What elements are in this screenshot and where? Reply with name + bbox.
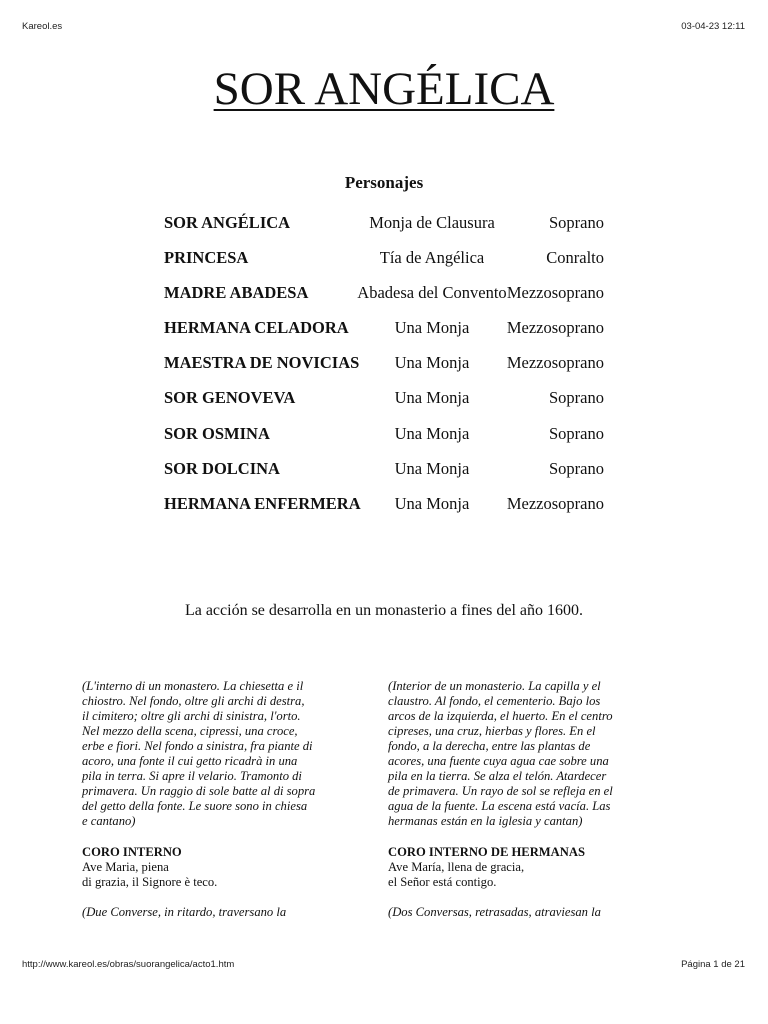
cast-voice: Mezzosoprano [506, 353, 604, 373]
cast-voice: Soprano [549, 213, 604, 232]
cast-name: MAESTRA DE NOVICIAS [164, 353, 360, 373]
cast-voice: Mezzosoprano [506, 493, 604, 513]
cast-voice: Mezzosoprano [506, 283, 604, 303]
cast-description: Una Monja [394, 353, 470, 373]
setting-note: La acción se desarrolla en un monasterio a fines del año 1600. [184, 602, 584, 619]
stage-direction-line: (Due Converse, in ritardo, traversano la [82, 905, 287, 919]
cast-row [164, 211, 604, 246]
stage-direction-line: primavera. Un raggio di sole batte al di sopra [82, 784, 316, 798]
stage-direction-line: fondo, a la derecha, entre las plantas de [388, 739, 591, 753]
stage-direction-line: chiostro. Nel fondo, oltre gli archi di destra, [82, 694, 305, 708]
cast-voice: Soprano [549, 423, 604, 443]
cast-voice: Soprano [549, 458, 604, 478]
cast-name: SOR GENOVEVA [164, 388, 296, 408]
cast-heading: Personajes [344, 173, 424, 192]
chorus-heading: CORO INTERNO DE HERMANAS [388, 845, 585, 859]
stage-direction-line: Nel mezzo della scena, cipressi, una croce, [82, 724, 298, 738]
cast-list [164, 211, 604, 527]
stage-direction-line: hermanas están en la iglesia y cantan) [388, 814, 583, 828]
cast-description: Una Monja [394, 388, 470, 408]
lyric-line: el Señor está contigo. [388, 875, 497, 889]
stage-direction-line: (Interior de un monasterio. La capilla y el [388, 679, 601, 693]
stage-direction-line: de primavera. Un rayo de sol se refleja en el [388, 784, 613, 798]
cast-name: SOR OSMINA [164, 423, 270, 443]
stage-direction-line: agua de la fuente. La escena está vacía. Las [388, 799, 611, 813]
cast-description: Una Monja [394, 458, 470, 478]
stage-direction-line: acores, una fuente cuya agua cae sobre una [388, 754, 609, 768]
lyric-line: Ave María, llena de gracia, [388, 860, 525, 874]
stage-direction-line: claustro. Al fondo, el cementerio. Bajo los [388, 694, 601, 708]
lyric-line: Ave Maria, piena [82, 860, 169, 874]
page-title: SOR ANGÉLICA [213, 63, 555, 115]
cast-name: HERMANA ENFERMERA [164, 493, 361, 513]
cast-row [164, 246, 604, 281]
stage-direction-line: del getto della fonte. Le suore sono in chiesa [82, 799, 308, 813]
stage-direction-line: pila in terra. Si apre il velario. Tramonto di [82, 769, 302, 783]
cast-row [164, 386, 604, 421]
stage-direction-line: (Dos Conversas, retrasadas, atraviesan la [388, 905, 601, 919]
cast-row [164, 316, 604, 351]
spanish-column [388, 679, 638, 920]
stage-direction-line: (L'interno di un monastero. La chiesetta e il [82, 679, 304, 693]
cast-name: HERMANA CELADORA [164, 318, 349, 338]
chorus-heading: CORO INTERNO [82, 845, 182, 859]
cast-description: Una Monja [394, 423, 470, 443]
stage-direction-line: acoro, una fonte il cui getto ricadrà in una [82, 754, 298, 768]
stage-direction-line: il cimitero; oltre gli archi di sinistra, l'orto. [82, 709, 301, 723]
cast-name: MADRE ABADESA [164, 283, 309, 303]
lyric-line: di grazia, il Signore è teco. [82, 875, 218, 889]
cast-voice: Mezzosoprano [506, 318, 604, 338]
cast-description: Tía de Angélica [379, 248, 485, 268]
cast-voice: Soprano [549, 388, 604, 408]
stage-direction-line: cipreses, una cruz, hierbas y flores. En el [388, 724, 596, 738]
cast-description: Una Monja [394, 318, 470, 338]
cast-row [164, 351, 604, 386]
cast-description: Abadesa del Convento [357, 283, 507, 303]
cast-name: SOR ANGÉLICA [164, 213, 291, 232]
header-datetime: 03-04-23 12:11 [681, 21, 745, 32]
page-number: Página 1 de 21 [681, 959, 745, 970]
cast-description: Monja de Clausura [369, 213, 495, 232]
stage-direction-line: arcos de la izquierda, el huerto. En el centro [388, 709, 613, 723]
cast-row [164, 281, 604, 316]
header-site: Kareol.es [22, 21, 63, 32]
cast-row [164, 422, 604, 457]
stage-direction-line: e cantano) [82, 814, 136, 828]
cast-name: SOR DOLCINA [164, 458, 280, 478]
cast-voice: Conralto [546, 248, 604, 268]
italian-column [82, 679, 332, 920]
cast-row [164, 457, 604, 492]
cast-row [164, 492, 604, 527]
cast-description: Una Monja [394, 493, 470, 513]
stage-direction-line: pila en la tierra. Se alza el telón. Atardecer [388, 769, 607, 783]
cast-name: PRINCESA [164, 248, 249, 268]
footer-url: http://www.kareol.es/obras/suorangelica/acto1.htm [22, 959, 235, 970]
stage-direction-line: erbe e fiori. Nel fondo a sinistra, fra piante di [82, 739, 313, 753]
